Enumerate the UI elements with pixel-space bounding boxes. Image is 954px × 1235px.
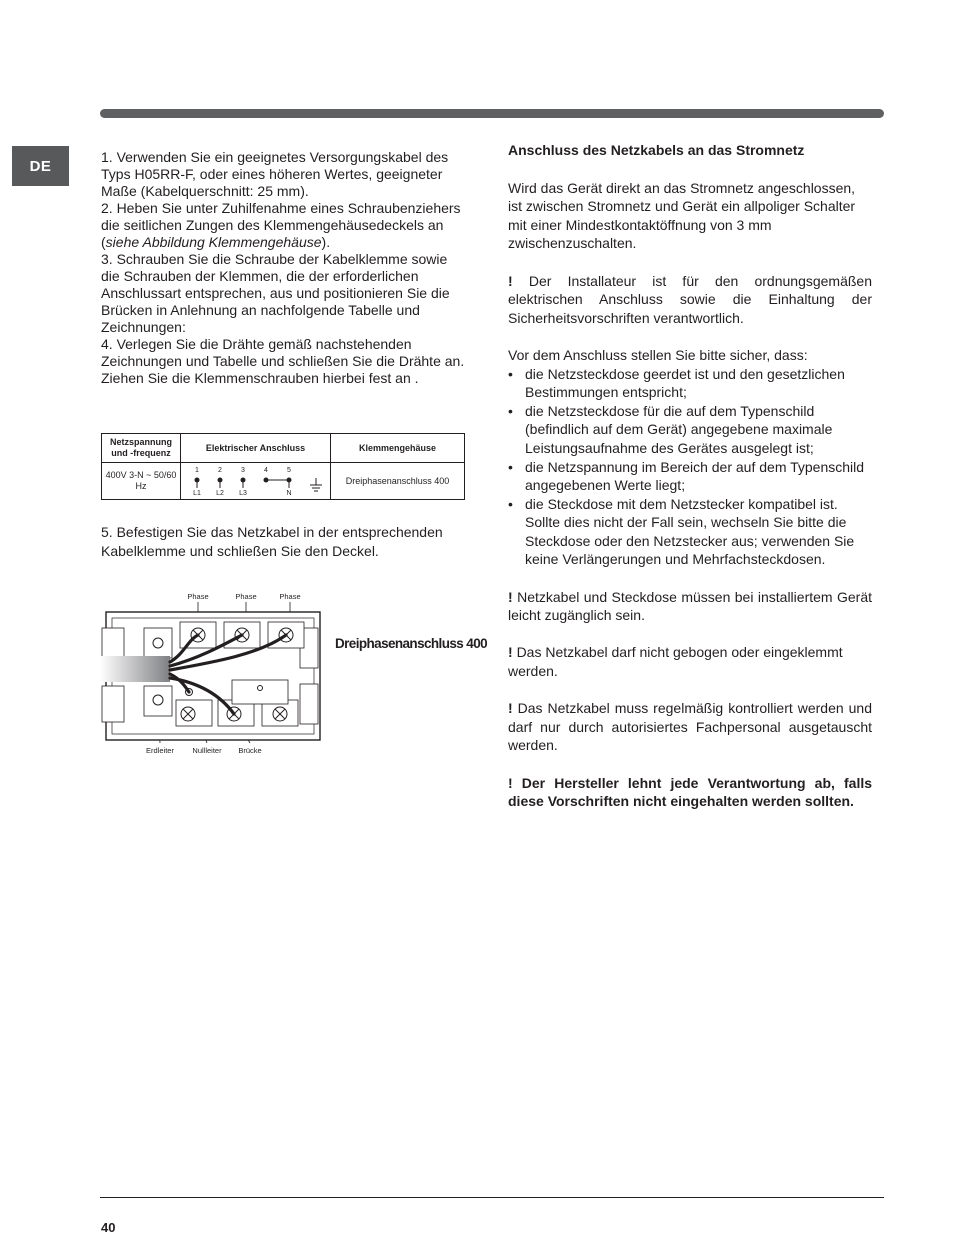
power-connection-section — [508, 140, 872, 811]
warning-mark: ! — [508, 272, 513, 289]
terminal-number-3: 3 — [240, 467, 245, 474]
installation-steps — [101, 149, 465, 387]
terminal-label-l2: L2 — [215, 490, 224, 497]
warning-mark: ! — [508, 774, 513, 791]
footer-rule — [100, 1197, 884, 1198]
terminal-number-5: 5 — [286, 467, 291, 474]
list-item: • die Steckdose mit dem Netzstecker kompatibel ist. Sollte dies nicht der Fall sein, wechseln Sie bitte die Steckdose oder den Netzstecker aus; verwenden Sie keine Verlängerungen und Mehrfachsteckdosen. — [508, 495, 872, 569]
terminal-label-l3: L3 — [238, 490, 247, 497]
terminal-number-2: 2 — [217, 467, 222, 474]
step-2-end: ). — [321, 234, 331, 250]
warning-mark: ! — [508, 588, 513, 605]
note-installer-text: Der Installateur ist für den ordnungsgemäßen elektrischen Anschluss sowie die Einhaltung der Sicherheitsvorschriften verantwortlich. — [508, 272, 873, 326]
label-bridge: Brücke — [238, 746, 262, 755]
table-header-row — [102, 434, 465, 463]
note-liability — [508, 774, 872, 811]
note-liability-text: Der Hersteller lehnt jede Verantwortung ab, falls diese Vorschriften nicht eingehalten werden sollten. — [508, 774, 873, 810]
label-phase-2: Phase — [235, 592, 257, 601]
header-voltage: Netzspannung und -frequenz — [102, 434, 181, 463]
checklist — [508, 365, 872, 570]
note-accessible-text: Netzkabel und Steckdose müssen bei installiertem Gerät leicht zugänglich sein. — [508, 588, 872, 624]
terminal-circuit-diagram — [187, 465, 325, 497]
language-tab: DE — [12, 146, 69, 186]
label-earth: Erdleiter — [146, 746, 174, 755]
terminal-dot-3 — [241, 478, 245, 482]
note-no-bending-text: Das Netzkabel darf nicht gebogen oder eingeklemmt werden. — [508, 644, 843, 680]
label-phase-1: Phase — [187, 592, 209, 601]
header-terminal-box: Klemmengehäuse — [331, 434, 465, 463]
terminal-box-diagram — [100, 588, 330, 760]
note-accessible — [508, 588, 872, 625]
label-neutral: Nullleiter — [192, 746, 222, 755]
terminal-label-n: N — [285, 490, 292, 497]
label-phase-3: Phase — [279, 592, 301, 601]
page-number: 40 — [101, 1220, 116, 1235]
cell-circuit — [181, 463, 331, 500]
terminal-number-1: 1 — [194, 467, 199, 474]
cell-terminal-box: Dreiphasenanschluss 400 — [331, 463, 465, 500]
note-installer — [508, 272, 872, 328]
terminal-number-4: 4 — [263, 467, 268, 474]
warning-mark: ! — [508, 644, 513, 661]
header-bar — [100, 109, 884, 118]
step-3: 3. Schrauben Sie die Schraube der Kabelklemme sowie die Schrauben der Klemmen, die der erforderlichen Anschlussart entsprechen, aus und positionieren Sie die Brücken in Anlehnung an nachfolgende Tabelle und Zeichnungen: — [101, 251, 450, 335]
cell-voltage: 400V 3-N ~ 50/60 Hz — [102, 463, 181, 500]
note-inspection — [508, 699, 872, 755]
note-inspection-text: Das Netzkabel muss regelmäßig kontrolliert werden und darf nur durch autorisiertes Fachpersonal ausgetauscht werden. — [508, 700, 872, 754]
step-4: 4. Verlegen Sie die Drähte gemäß nachstehenden Zeichnungen und Tabelle und schließen Sie die Drähte an. Ziehen Sie die Klemmenschrauben hierbei fest an . — [101, 336, 465, 386]
list-item: • die Netzsteckdose geerdet ist und den gesetzlichen Bestimmungen entspricht; — [508, 365, 872, 402]
note-no-bending — [508, 643, 872, 680]
power-cable-sheath — [100, 656, 170, 682]
warning-mark: ! — [508, 700, 513, 717]
step-2-figure-ref: siehe Abbildung Klemmengehäuse — [105, 234, 322, 250]
step-2-text: 2. Heben Sie unter Zuhilfenahme eines Schraubenziehers die seitlichen Zungen des Klemmengehäusedeckels an ( — [101, 200, 461, 250]
side-tab-left-bottom — [102, 686, 124, 722]
step-2 — [101, 200, 465, 251]
table-row — [102, 463, 465, 500]
checklist-intro: Vor dem Anschluss stellen Sie bitte sicher, dass: — [508, 346, 808, 363]
diagram-caption: Dreiphasenanschluss 400 — [335, 636, 488, 651]
step-1: 1. Verwenden Sie ein geeignetes Versorgungskabel des Typs H05RR-F, oder eines höheren Wertes, geeigneter Maße (Kabelquerschnitt: 25 mm). — [101, 149, 449, 199]
terminal-dot-2 — [218, 478, 222, 482]
connection-table — [101, 433, 465, 500]
header-connection: Elektrischer Anschluss — [181, 434, 331, 463]
list-item: • die Netzsteckdose für die auf dem Typenschild (befindlich auf dem Gerät) angegebene maximale Leistungsaufnahme des Gerätes ausgelegt ist; — [508, 402, 872, 458]
terminal-dot-1 — [195, 478, 199, 482]
step-5: 5. Befestigen Sie das Netzkabel in der entsprechenden Kabelklemme und schließen Sie den Deckel. — [101, 524, 443, 559]
bridge-plate — [232, 680, 288, 704]
section-heading: Anschluss des Netzkabels an das Stromnetz — [508, 142, 805, 158]
list-item: • die Netzspannung im Bereich der auf dem Typenschild angegebenen Werte liegt; — [508, 458, 872, 495]
terminal-label-l1: L1 — [192, 490, 201, 497]
intro-paragraph: Wird das Gerät direkt an das Stromnetz angeschlossen, ist zwischen Stromnetz und Gerät ein allpoliger Schalter mit einer Mindestkontaktöffnung von 3 mm zwischenzuschalten. — [508, 179, 856, 252]
